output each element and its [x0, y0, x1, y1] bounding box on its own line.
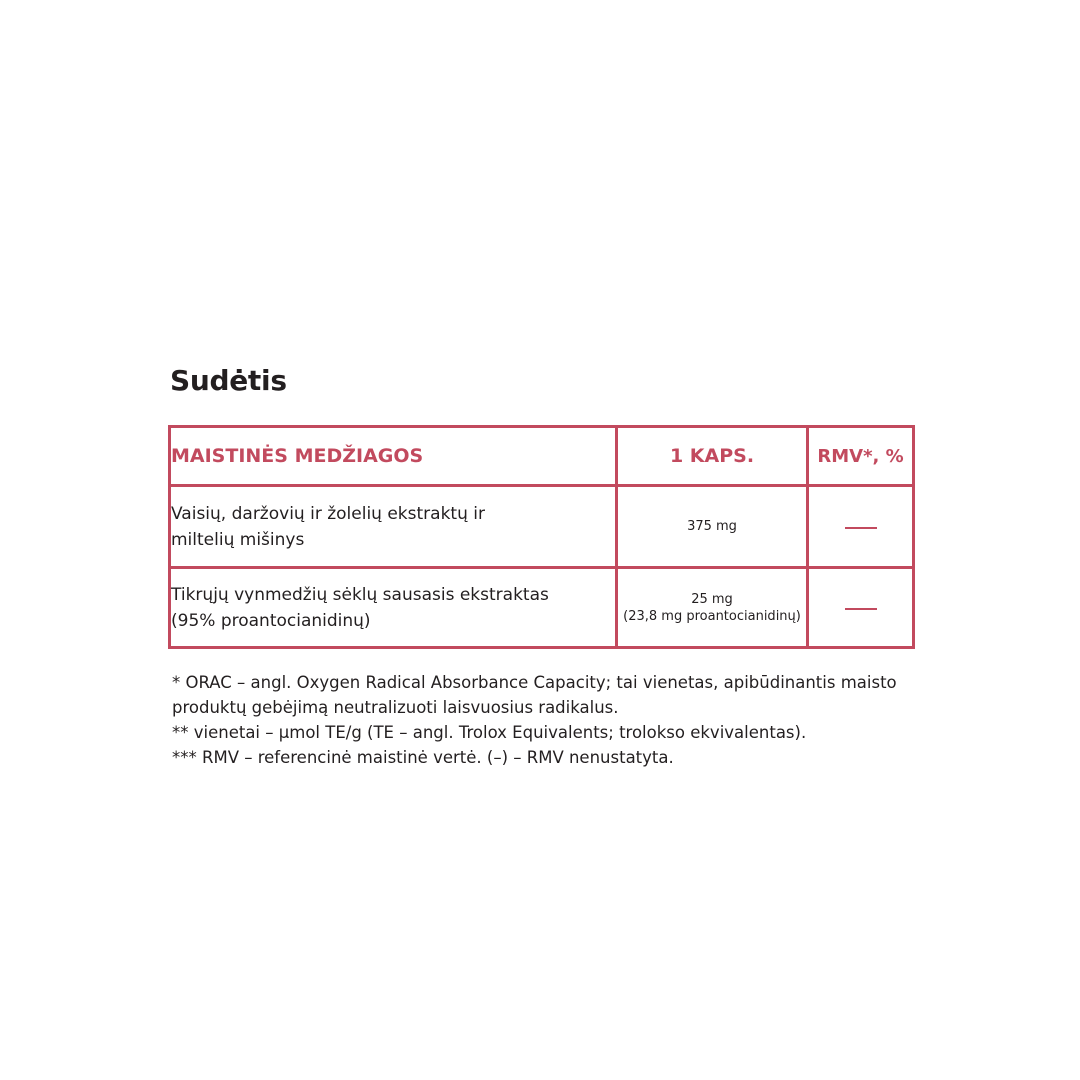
footnote-units: ** vienetai – μmol TE/g (TE – angl. Trolox Equivalents; trolokso ekvivalentas). [172, 723, 807, 742]
column-header-per-capsule: 1 KAPS. [617, 427, 808, 486]
ingredient-amount: 25 mg (23,8 mg proantocianidinų) [617, 568, 808, 648]
footnotes [172, 670, 902, 770]
table-row [170, 486, 914, 568]
not-established-dash [845, 608, 877, 610]
footnote-orac-line2: produktų gebėjimą neutralizuoti laisvuosius radikalus. [172, 698, 619, 717]
not-established-dash [845, 527, 877, 529]
ingredient-name: Tikrųjų vynmedžių sėklų sausasis ekstraktas (95% proantocianidinų) [170, 568, 617, 648]
rmv-value [808, 486, 914, 568]
table-row [170, 568, 914, 648]
table-header-row [170, 427, 914, 486]
footnote-orac-line1: * ORAC – angl. Oxygen Radical Absorbance Capacity; tai vienetas, apibūdinantis maisto [172, 673, 897, 692]
column-header-nutrients: MAISTINĖS MEDŽIAGOS [170, 427, 617, 486]
column-header-rmv: RMV*, % [808, 427, 914, 486]
ingredient-name: Vaisių, daržovių ir žolelių ekstraktų ir miltelių mišinys [170, 486, 617, 568]
ingredient-amount: 375 mg [617, 486, 808, 568]
rmv-value [808, 568, 914, 648]
ingredient-amount-detail: (23,8 mg proantocianidinų) [623, 608, 801, 624]
composition-table [168, 425, 915, 649]
footnote-rmv: *** RMV – referencinė maistinė vertė. (–) – RMV nenustatyta. [172, 748, 674, 767]
page-title: Sudėtis [170, 364, 287, 397]
